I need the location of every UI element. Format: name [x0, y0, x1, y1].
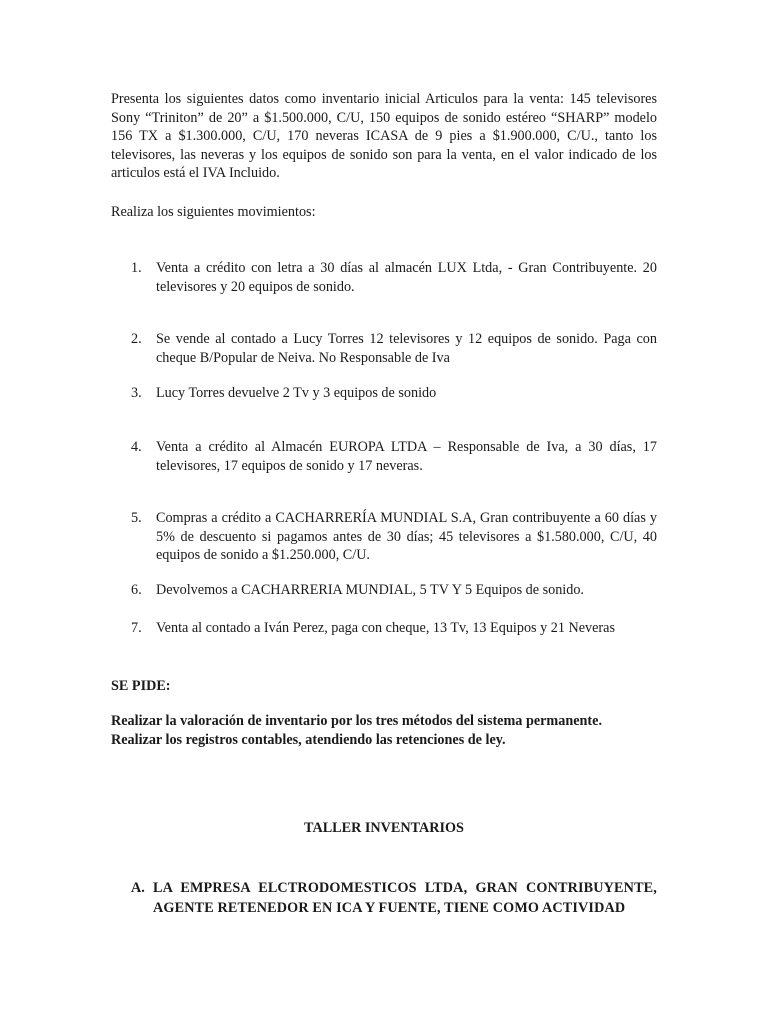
task-line: Realizar los registros contables, atendiendo las retenciones de ley. — [111, 731, 506, 748]
list-item — [111, 330, 657, 367]
list-item-text: Devolvemos a CACHARRERIA MUNDIAL, 5 TV Y 5 Equipos de sonido. — [156, 582, 584, 598]
tasks-block — [111, 712, 602, 749]
list-item-text: Lucy Torres devuelve 2 Tv y 3 equipos de sonido — [156, 385, 437, 401]
se-pide-heading: SE PIDE: — [111, 678, 171, 694]
list-item-text: Compras a crédito a CACHARRERÍA MUNDIAL S.A, Gran contribuyente a 60 días y 5% de descuento si pagamos antes de 30 días; 45 televisores a $1.580.000, C/U, 40 equipos de sonido a $1.250.000, C/U. — [156, 510, 657, 564]
list-item-number: 5. — [131, 510, 142, 526]
list-item — [111, 509, 657, 565]
section-a-text: LA EMPRESA ELCTRODOMESTICOS LTDA, GRAN CONTRIBUYENTE, AGENTE RETENEDOR EN ICA Y FUENTE, TIENE COMO ACTIVIDAD — [153, 880, 657, 916]
list-item — [111, 384, 657, 403]
list-item-number: 6. — [131, 582, 142, 598]
section-a-letter: A. — [131, 880, 145, 896]
list-item-text: Venta al contado a Iván Perez, paga con cheque, 13 Tv, 13 Equipos y 21 Neveras — [156, 620, 615, 636]
intro-paragraph: Presenta los siguientes datos como inventario inicial Articulos para la venta: 145 televisores Sony “Triniton” de 20” a $1.500.000, C/U, 150 equipos de sonido estéreo “SHARP” modelo 156 TX a $1.300.000, C/U, 170 neveras ICASA de 9 pies a $1.900.000, C/U., tanto los televisores, las neveras y los equipos de sonido son para la venta, en el valor indicado de los articulos está el IVA Incluido. — [111, 91, 657, 182]
list-item — [111, 619, 657, 638]
list-item — [111, 438, 657, 475]
document-page — [111, 90, 657, 916]
list-item-text: Venta a crédito con letra a 30 días al almacén LUX Ltda, - Gran Contribuyente. 20 televisores y 20 equipos de sonido. — [156, 260, 657, 295]
list-item-number: 4. — [131, 439, 142, 455]
list-item — [111, 259, 657, 296]
list-item-text: Se vende al contado a Lucy Torres 12 televisores y 12 equipos de sonido. Paga con cheque B/Popular de Neiva. No Responsable de Iva — [156, 331, 657, 366]
movements-lead: Realiza los siguientes movimientos: — [111, 204, 316, 220]
list-item-text: Venta a crédito al Almacén EUROPA LTDA – Responsable de Iva, a 30 días, 17 televisores, 17 equipos de sonido y 17 neveras. — [156, 439, 657, 474]
list-item-number: 7. — [131, 620, 142, 636]
list-item-number: 1. — [131, 260, 142, 276]
list-item-number: 3. — [131, 385, 142, 401]
page-title: TALLER INVENTARIOS — [304, 820, 464, 836]
section-a — [111, 878, 657, 918]
list-item — [111, 581, 657, 600]
list-item-number: 2. — [131, 331, 142, 347]
task-line: Realizar la valoración de inventario por los tres métodos del sistema permanente. — [111, 713, 602, 729]
